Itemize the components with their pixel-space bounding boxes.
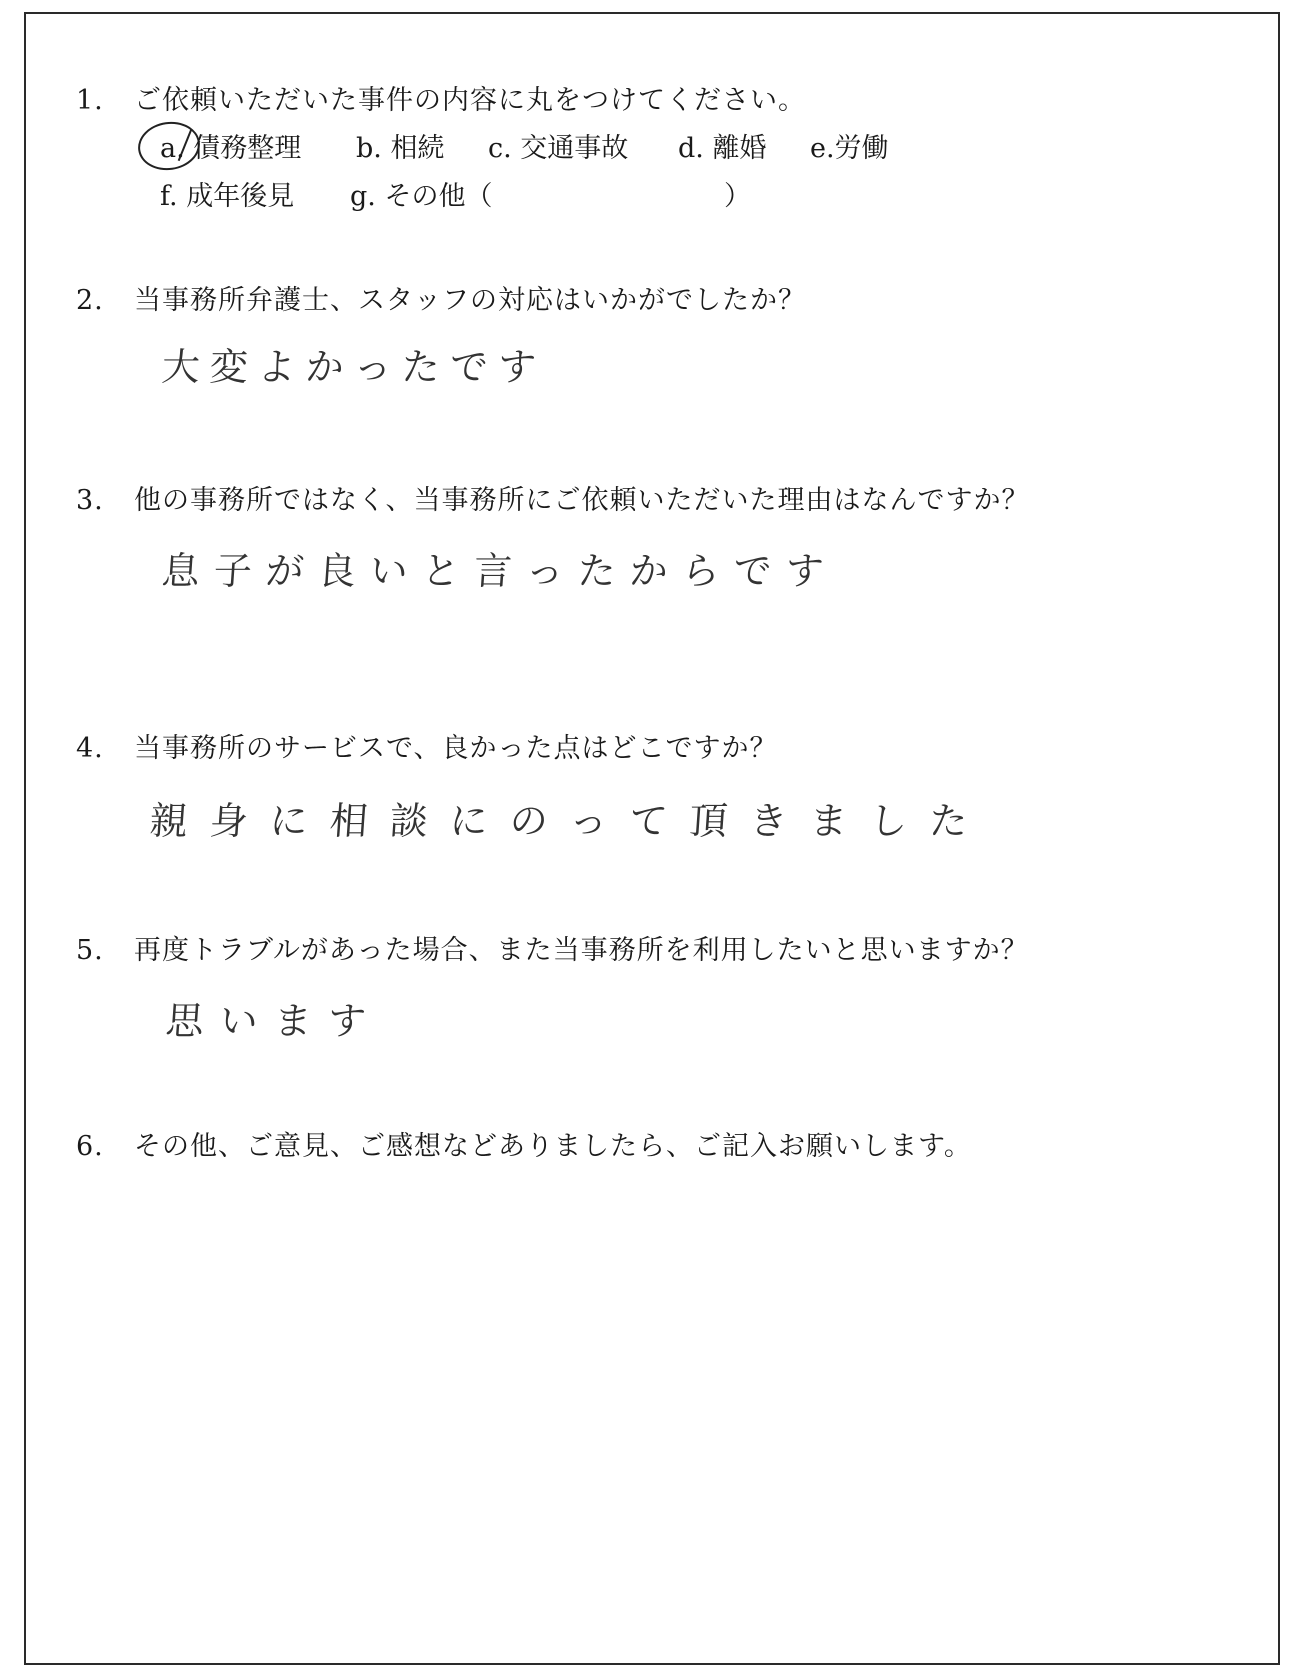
- option-g-close: ）: [724, 181, 751, 212]
- question-2: [76, 278, 806, 317]
- answer-5-handwritten: 思います: [164, 999, 384, 1043]
- question-1-number: 1.: [76, 85, 104, 116]
- question-1: [76, 78, 806, 117]
- question-4-number: 4.: [76, 733, 104, 764]
- question-3: [76, 478, 1029, 517]
- question-3-number: 3.: [76, 485, 104, 516]
- answer-2-handwritten: 大変よかったです: [160, 345, 548, 389]
- answer-3-handwritten: 息子が良いと言ったからです: [160, 549, 839, 593]
- question-6: [76, 1124, 972, 1163]
- question-2-number: 2.: [76, 285, 104, 316]
- question-4: [76, 726, 777, 765]
- option-e: e.労働: [810, 133, 889, 164]
- option-f: f. 成年後見: [160, 181, 295, 212]
- option-c: c. 交通事故: [488, 133, 629, 164]
- question-5-number: 5.: [76, 935, 104, 966]
- option-d: d. 離婚: [678, 133, 767, 164]
- question-3-text: 他の事務所ではなく、当事務所にご依頼いただいた理由はなんですか？: [134, 485, 1030, 516]
- option-g: g. その他（: [350, 181, 493, 212]
- answer-4-handwritten: 親身に相談にのって頂きました: [148, 799, 991, 843]
- question-5: [76, 928, 1029, 967]
- question-1-text: ご依頼いただいた事件の内容に丸をつけてください。: [134, 85, 806, 116]
- question-6-text: その他、ご意見、ご感想などありましたら、ご記入お願いします。: [134, 1131, 972, 1162]
- question-4-text: 当事務所のサービスで、良かった点はどこですか？: [134, 733, 778, 764]
- option-a: a. 債務整理: [160, 133, 302, 164]
- question-6-number: 6.: [76, 1131, 104, 1162]
- option-b: b. 相続: [356, 133, 445, 164]
- question-2-text: 当事務所弁護士、スタッフの対応はいかがでしたか？: [134, 285, 806, 316]
- question-5-text: 再度トラブルがあった場合、また当事務所を利用したいと思いますか？: [134, 935, 1029, 966]
